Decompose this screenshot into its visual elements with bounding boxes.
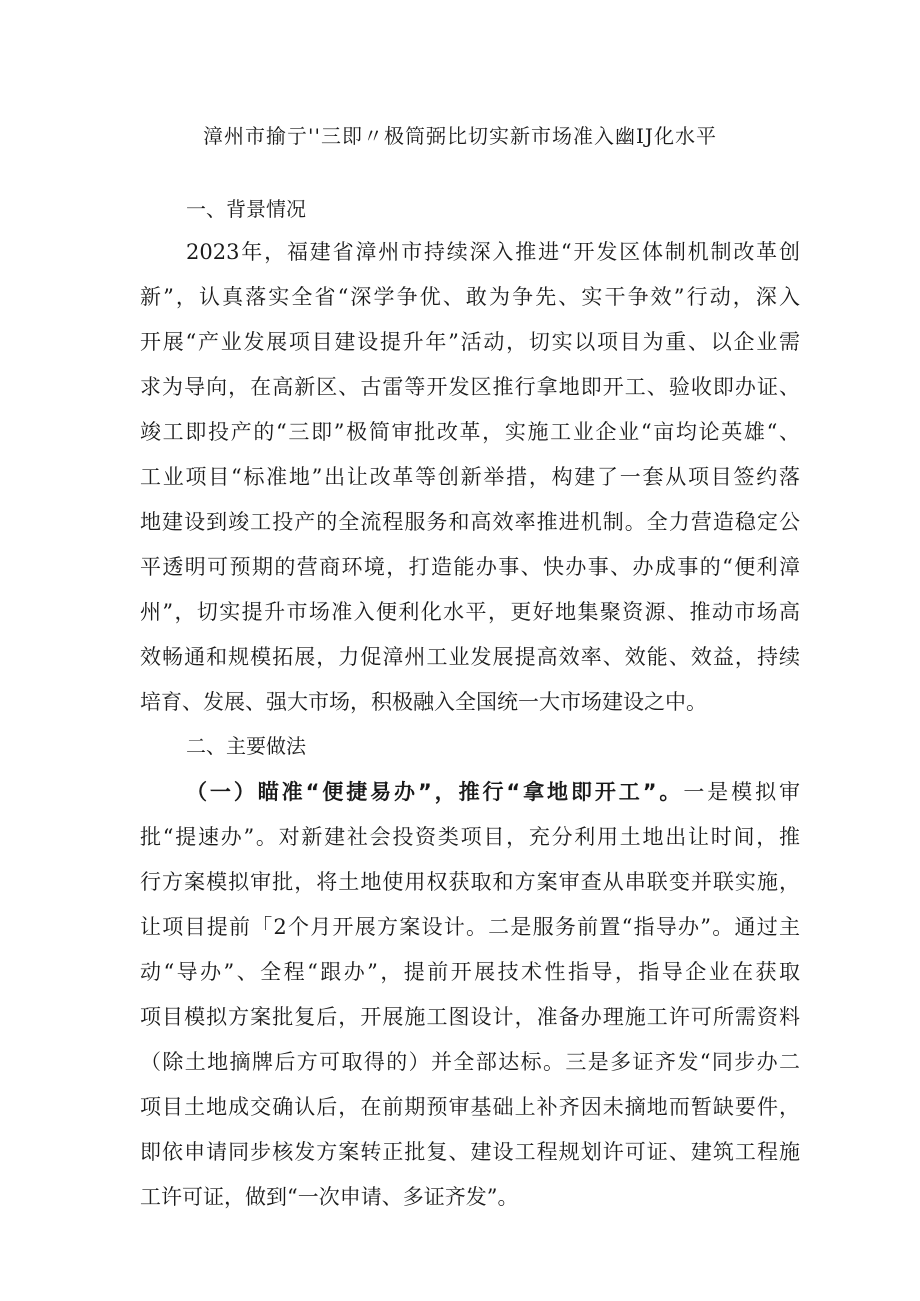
paragraph-line-subheading xyxy=(186,777,800,807)
subheading-bold-text: （一）瞄准“便捷易办”，推行“拿地即开工”。 xyxy=(186,780,684,804)
paragraph-line: 让项目提前「2个月开展方案设计。二是服务前置“指导办”。通过主 xyxy=(140,915,800,939)
paragraph-line: 平透明可预期的营商环境，打造能办事、快办事、办成事的“便利漳 xyxy=(140,555,800,579)
paragraph-line: 动“导办”、全程“跟办”，提前开展技术性指导，指导企业在获取 xyxy=(140,960,800,984)
section-heading-background: 一、背景情况 xyxy=(186,197,306,221)
paragraph-line: 批“提速办”。对新建社会投资类项目，充分利用土地出让时间，推 xyxy=(140,825,800,849)
paragraph-line: 行方案模拟审批，将土地使用权获取和方案审查从串联变并联实施， xyxy=(140,870,800,894)
paragraph-line: 即依申请同步核发方案转正批复、建设工程规划许可证、建筑工程施 xyxy=(140,1140,800,1164)
paragraph-line: 项目模拟方案批复后，开展施工图设计，准备办理施工许可所需资料 xyxy=(140,1005,800,1029)
paragraph-line: 工许可证，做到“一次申请、多证齐发”。 xyxy=(140,1185,519,1209)
paragraph-line: 竣工即投产的“三即”极简审批改革，实施工业企业“亩均论英雄“、 xyxy=(140,420,800,444)
paragraph-line: 开展“产业发展项目建设提升年”活动，切实以项目为重、以企业需 xyxy=(140,330,800,354)
paragraph-line: 项目土地成交确认后，在前期预审基础上补齐因未摘地而暂缺要件， xyxy=(140,1095,800,1119)
paragraph-line: 培育、发展、强大市场，积极融入全国统一大市场建设之中。 xyxy=(140,690,707,714)
paragraph-line: 州”，切实提升市场准入便利化水平，更好地集聚资源、推动市场高 xyxy=(140,600,800,624)
paragraph-line: 效畅通和规模拓展，力促漳州工业发展提高效率、效能、效益，持续 xyxy=(140,645,800,669)
paragraph-line: 地建设到竣工投产的全流程服务和高效率推进机制。全力营造稳定公 xyxy=(140,510,800,534)
section-heading-main-practices: 二、主要做法 xyxy=(186,734,306,758)
paragraph-text: 一是模拟审 xyxy=(683,780,800,804)
document-title: 漳州市揄亍''三即〃极筒弼比切实新市场准入幽IJ化水平 xyxy=(203,124,717,148)
paragraph-line: （除土地摘牌后方可取得的）并全部达标。三是多证齐发“同步办二 xyxy=(140,1050,800,1074)
paragraph-line: 2023年，福建省漳州市持续深入推进“开发区体制机制改革创 xyxy=(186,240,800,264)
paragraph-line: 求为导向，在高新区、古雷等开发区推行拿地即开工、验收即办证、 xyxy=(140,375,800,399)
paragraph-line: 工业项目“标准地”出让改革等创新举措，构建了一套从项目签约落 xyxy=(140,465,800,489)
paragraph-line: 新”，认真落实全省“深学争优、敢为争先、实干争效”行动，深入 xyxy=(140,285,800,309)
